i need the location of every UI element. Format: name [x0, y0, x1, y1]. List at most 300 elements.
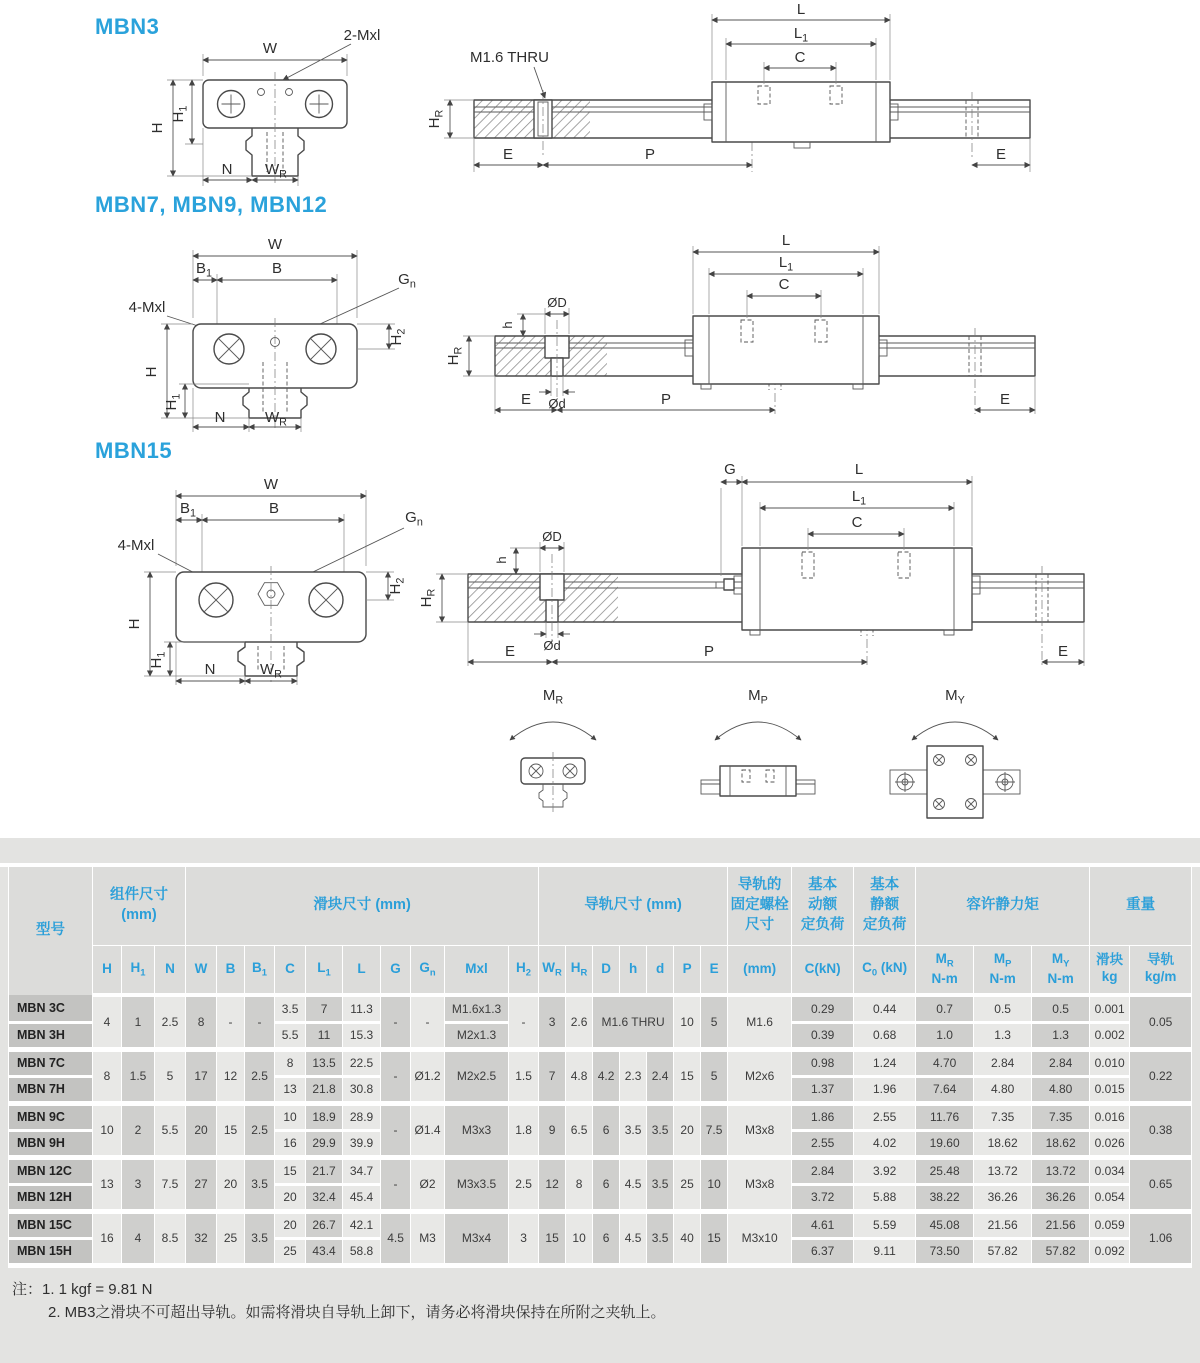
cell-H1: 1	[122, 995, 155, 1049]
cell-MR: 4.70	[916, 1049, 974, 1076]
cell-WR: 3	[539, 995, 566, 1049]
mbn3-side-view-drawing	[412, 2, 1060, 182]
cell-MY: 36.26	[1032, 1184, 1090, 1211]
cell-C: 5.5	[275, 1022, 306, 1049]
cell-h: 4.5	[620, 1157, 647, 1211]
dim-label-od2: Ød	[543, 638, 561, 653]
cell-L: 30.8	[343, 1076, 381, 1103]
dim-label-od: ØD	[547, 295, 567, 310]
cell-MR: 0.7	[916, 995, 974, 1022]
moment-direction-diagrams	[458, 680, 1043, 832]
dim-label-b1: $B_1$	[179, 500, 197, 520]
cell-L: 15.3	[343, 1022, 381, 1049]
model-cell: MBN 9H	[9, 1130, 93, 1157]
column-subheader-H1: $H_1$	[122, 945, 155, 995]
cell-kg: 0.034	[1090, 1157, 1130, 1184]
cell-MP: 13.72	[974, 1157, 1032, 1184]
table-row	[9, 1157, 1192, 1184]
cell-W: 17	[186, 1049, 217, 1103]
cell-HR: 8	[566, 1157, 593, 1211]
cell-rail: 0.38	[1130, 1103, 1192, 1157]
column-subheader-G: G	[381, 945, 411, 995]
column-subheader-Mxl: Mxl	[445, 945, 509, 995]
cell-d: 3.5	[647, 1157, 674, 1211]
cell-H1: 3	[122, 1157, 155, 1211]
dim-label-l: L	[781, 232, 791, 249]
cell-L: 22.5	[343, 1049, 381, 1076]
cell-bolt: M3x8	[728, 1103, 792, 1157]
dim-label-n: N	[204, 661, 216, 678]
cell-B: 12	[217, 1049, 245, 1103]
cell-Ck: 4.61	[792, 1211, 854, 1238]
column-subheader-Gn: $G_n$	[411, 945, 445, 995]
dim-label-wr: $W_R$	[265, 409, 287, 429]
cell-bolt: M1.6	[728, 995, 792, 1049]
cell-C: 15	[275, 1157, 306, 1184]
column-group-header-3: 导轨的 固定螺栓 尺寸	[728, 867, 792, 945]
dim-label-od2: Ød	[548, 396, 566, 411]
cell-G: -	[381, 1049, 411, 1103]
dim-label-wr: $W_R$	[265, 161, 287, 181]
column-subheader-L1: $L_1$	[306, 945, 343, 995]
cell-E: 5	[701, 1049, 728, 1103]
cell-B: 15	[217, 1103, 245, 1157]
label-moment-my: $M_Y$	[945, 687, 965, 707]
cell-H: 13	[93, 1157, 122, 1211]
column-subheader-B1: $B_1$	[245, 945, 275, 995]
spec-table-section	[0, 838, 1200, 1363]
dim-label-w: W	[267, 236, 283, 253]
column-subheader-kg: 滑块 kg	[1090, 945, 1130, 995]
cell-P: 25	[674, 1157, 701, 1211]
column-subheader-H2: $H_2$	[509, 945, 539, 995]
cell-rail: 0.05	[1130, 995, 1192, 1049]
cell-WR: 9	[539, 1103, 566, 1157]
cell-MR: 11.76	[916, 1103, 974, 1130]
cell-Mxl: M1.6x1.3	[445, 995, 509, 1022]
mbn3-cross-section-drawing	[115, 24, 415, 194]
model-cell: MBN 15H	[9, 1238, 93, 1265]
column-subheader-D: D	[593, 945, 620, 995]
cell-h: 4.5	[620, 1211, 647, 1265]
cell-C: 20	[275, 1211, 306, 1238]
cell-H2: 1.5	[509, 1049, 539, 1103]
dim-label-p: P	[703, 643, 715, 660]
cell-H1: 1.5	[122, 1049, 155, 1103]
cell-H: 10	[93, 1103, 122, 1157]
cell-L: 28.9	[343, 1103, 381, 1130]
model-cell: MBN 9C	[9, 1103, 93, 1130]
cell-Ck: 6.37	[792, 1238, 854, 1265]
dim-label-b1: $B_1$	[195, 260, 213, 280]
cell-MP: 7.35	[974, 1103, 1032, 1130]
cell-Ck: 2.84	[792, 1157, 854, 1184]
dim-label-b: B	[268, 500, 280, 517]
cell-d: 3.5	[647, 1103, 674, 1157]
table-top-band	[0, 838, 1200, 867]
dim-label-h-small: h	[494, 556, 509, 564]
cell-W: 20	[186, 1103, 217, 1157]
model-cell: MBN 7C	[9, 1049, 93, 1076]
section-title-mbn15: MBN15	[95, 438, 173, 463]
dim-label-l: L	[796, 2, 806, 18]
cell-MY: 0.5	[1032, 995, 1090, 1022]
column-header-model: 型号	[9, 867, 93, 995]
dim-label-g: G	[724, 461, 736, 478]
dim-label-e-right: E	[999, 391, 1011, 408]
cell-N: 5.5	[155, 1103, 186, 1157]
callout-2mxl: 2-Mxl	[343, 27, 381, 44]
cell-Mxl: M2x2.5	[445, 1049, 509, 1103]
cell-L: 42.1	[343, 1211, 381, 1238]
footnote-1: 注：1. 1 kgf = 9.81 N	[12, 1280, 153, 1298]
cell-C: 8	[275, 1049, 306, 1076]
cell-N: 5	[155, 1049, 186, 1103]
cell-B1: 3.5	[245, 1211, 275, 1265]
cell-L1: 7	[306, 995, 343, 1022]
cell-MP: 21.56	[974, 1211, 1032, 1238]
cell-MP: 36.26	[974, 1184, 1032, 1211]
cell-H1: 2	[122, 1103, 155, 1157]
table-row	[9, 1049, 1192, 1076]
column-subheader-MP: $M_P$ N-m	[974, 945, 1032, 995]
column-group-header-4: 基本 动额 定负荷	[792, 867, 854, 945]
cell-L: 39.9	[343, 1130, 381, 1157]
cell-MP: 4.80	[974, 1076, 1032, 1103]
cell-Ck: 1.37	[792, 1076, 854, 1103]
cell-MP: 1.3	[974, 1022, 1032, 1049]
cell-C: 10	[275, 1103, 306, 1130]
cell-P: 15	[674, 1049, 701, 1103]
cell-HR: 6.5	[566, 1103, 593, 1157]
cell-Gn: M3	[411, 1211, 445, 1265]
cell-kg: 0.054	[1090, 1184, 1130, 1211]
model-cell: MBN 12H	[9, 1184, 93, 1211]
callout-m16-thru: M1.6 THRU	[470, 49, 549, 66]
cell-C: 25	[275, 1238, 306, 1265]
cell-C: 20	[275, 1184, 306, 1211]
section-title-mbn3: MBN3	[95, 14, 160, 39]
dim-label-n: N	[221, 161, 233, 178]
cell-L1: 21.7	[306, 1157, 343, 1184]
cell-bolt: M3x8	[728, 1157, 792, 1211]
column-group-header-6: 容许静力矩	[916, 867, 1090, 945]
dim-label-l: L	[854, 461, 864, 478]
cell-C: 16	[275, 1130, 306, 1157]
cell-L1: 26.7	[306, 1211, 343, 1238]
dim-label-h1: $H_1$	[163, 393, 183, 411]
dim-label-p: P	[660, 391, 672, 408]
dimension-spec-table	[8, 867, 1192, 1268]
cell-Ck: 0.98	[792, 1049, 854, 1076]
cell-L1: 32.4	[306, 1184, 343, 1211]
column-subheader-bolt: (mm)	[728, 945, 792, 995]
cell-H: 4	[93, 995, 122, 1049]
cell-Gn: Ø1.2	[411, 1049, 445, 1103]
cell-C0: 0.44	[854, 995, 916, 1022]
cell-C: 13	[275, 1076, 306, 1103]
cell-D: 6	[593, 1103, 620, 1157]
mbn15-side-view-drawing	[412, 446, 1107, 672]
cell-Ck: 0.39	[792, 1022, 854, 1049]
dim-label-h: H	[149, 122, 166, 134]
cell-MR: 19.60	[916, 1130, 974, 1157]
cell-L: 58.8	[343, 1238, 381, 1265]
column-subheader-rail: 导轨 kg/m	[1130, 945, 1192, 995]
cell-H: 16	[93, 1211, 122, 1265]
dim-label-l1: $L_1$	[793, 25, 809, 45]
cell-HR: 4.8	[566, 1049, 593, 1103]
cell-C0: 1.96	[854, 1076, 916, 1103]
cell-bolt: M3x10	[728, 1211, 792, 1265]
cell-bolt: M2x6	[728, 1049, 792, 1103]
cell-kg: 0.015	[1090, 1076, 1130, 1103]
cell-L1: 11	[306, 1022, 343, 1049]
cell-Gn: Ø1.4	[411, 1103, 445, 1157]
cell-D: 6	[593, 1211, 620, 1265]
dim-label-hr: $H_R$	[426, 109, 446, 129]
cell-MR: 7.64	[916, 1076, 974, 1103]
section-title-mbn7912: MBN7, MBN9, MBN12	[95, 192, 328, 217]
table-row	[9, 995, 1192, 1022]
cell-kg: 0.092	[1090, 1238, 1130, 1265]
cell-N: 2.5	[155, 995, 186, 1049]
cell-P: 10	[674, 995, 701, 1049]
cell-D: 4.2	[593, 1049, 620, 1103]
cell-B: 25	[217, 1211, 245, 1265]
cell-H2: 2.5	[509, 1157, 539, 1211]
cell-Mxl: M3x4	[445, 1211, 509, 1265]
column-subheader-L: L	[343, 945, 381, 995]
cell-Ck: 2.55	[792, 1130, 854, 1157]
column-group-header-2: 导轨尺寸 (mm)	[539, 867, 728, 945]
cell-N: 7.5	[155, 1157, 186, 1211]
cell-MP: 57.82	[974, 1238, 1032, 1265]
cell-B1: 2.5	[245, 1103, 275, 1157]
cell-C0: 0.68	[854, 1022, 916, 1049]
cell-MR: 45.08	[916, 1211, 974, 1238]
cell-G: 4.5	[381, 1211, 411, 1265]
cell-WR: 15	[539, 1211, 566, 1265]
cell-MY: 57.82	[1032, 1238, 1090, 1265]
cell-kg: 0.059	[1090, 1211, 1130, 1238]
cell-H: 8	[93, 1049, 122, 1103]
cell-MY: 7.35	[1032, 1103, 1090, 1130]
cell-rail: 1.06	[1130, 1211, 1192, 1265]
cell-G: -	[381, 1103, 411, 1157]
dim-label-wr: $W_R$	[260, 661, 282, 681]
dim-label-hr: $H_R$	[445, 346, 465, 366]
cell-h: 2.3	[620, 1049, 647, 1103]
column-subheader-C0: $C_0$ (kN)	[854, 945, 916, 995]
cell-L1: 29.9	[306, 1130, 343, 1157]
label-moment-mr: $M_R$	[542, 687, 564, 707]
dim-label-b: B	[271, 260, 283, 277]
cell-L: 34.7	[343, 1157, 381, 1184]
dim-label-h: H	[126, 618, 143, 630]
cell-kg: 0.016	[1090, 1103, 1130, 1130]
cell-MR: 38.22	[916, 1184, 974, 1211]
cell-C: 3.5	[275, 995, 306, 1022]
dim-label-n: N	[214, 409, 226, 426]
column-subheader-H: H	[93, 945, 122, 995]
cell-MP: 0.5	[974, 995, 1032, 1022]
cell-MY: 2.84	[1032, 1049, 1090, 1076]
cell-B: 20	[217, 1157, 245, 1211]
cell-B1: 3.5	[245, 1157, 275, 1211]
cell-MY: 18.62	[1032, 1130, 1090, 1157]
cell-B1: -	[245, 995, 275, 1049]
column-subheader-E: E	[701, 945, 728, 995]
model-cell: MBN 15C	[9, 1211, 93, 1238]
cell-WR: 7	[539, 1049, 566, 1103]
cell-W: 27	[186, 1157, 217, 1211]
cell-kg: 0.026	[1090, 1130, 1130, 1157]
cell-C0: 9.11	[854, 1238, 916, 1265]
cell-Gn: -	[411, 995, 445, 1049]
cell-WR: 12	[539, 1157, 566, 1211]
column-subheader-C: C	[275, 945, 306, 995]
cell-kg: 0.010	[1090, 1049, 1130, 1076]
cell-P: 40	[674, 1211, 701, 1265]
cell-H2: 1.8	[509, 1103, 539, 1157]
cell-L1: 21.8	[306, 1076, 343, 1103]
cell-C0: 1.24	[854, 1049, 916, 1076]
cell-D: M1.6 THRU	[593, 995, 674, 1049]
dim-label-e-right: E	[995, 146, 1007, 163]
dim-label-e-left: E	[502, 146, 514, 163]
model-cell: MBN 3H	[9, 1022, 93, 1049]
cell-C0: 4.02	[854, 1130, 916, 1157]
model-cell: MBN 3C	[9, 995, 93, 1022]
dim-label-e-left: E	[504, 643, 516, 660]
footnotes	[12, 1278, 1190, 1325]
dim-label-c: C	[778, 276, 790, 293]
column-subheader-B: B	[217, 945, 245, 995]
column-subheader-W: W	[186, 945, 217, 995]
cell-P: 20	[674, 1103, 701, 1157]
dim-label-h: H	[143, 366, 160, 378]
dim-label-e-right: E	[1057, 643, 1069, 660]
cell-L1: 13.5	[306, 1049, 343, 1076]
cell-E: 15	[701, 1211, 728, 1265]
cell-E: 10	[701, 1157, 728, 1211]
dim-label-h1: $H_1$	[170, 105, 190, 123]
cell-Ck: 1.86	[792, 1103, 854, 1130]
table-row	[9, 1103, 1192, 1130]
cell-kg: 0.001	[1090, 995, 1130, 1022]
dim-label-l1: $L_1$	[851, 488, 867, 508]
cell-h: 3.5	[620, 1103, 647, 1157]
cell-E: 5	[701, 995, 728, 1049]
cell-MY: 1.3	[1032, 1022, 1090, 1049]
cell-H2: -	[509, 995, 539, 1049]
cell-MP: 2.84	[974, 1049, 1032, 1076]
cell-HR: 10	[566, 1211, 593, 1265]
cell-rail: 0.22	[1130, 1049, 1192, 1103]
dim-label-w: W	[262, 40, 278, 57]
cell-Mxl: M3x3	[445, 1103, 509, 1157]
cell-W: 32	[186, 1211, 217, 1265]
mbn15-cross-section-drawing	[98, 462, 443, 686]
cell-N: 8.5	[155, 1211, 186, 1265]
cell-W: 8	[186, 995, 217, 1049]
table-row	[9, 1211, 1192, 1238]
cell-B1: 2.5	[245, 1049, 275, 1103]
dim-label-hr: $H_R$	[418, 588, 438, 608]
cell-Mxl: M3x3.5	[445, 1157, 509, 1211]
dim-label-h-small: h	[500, 321, 515, 329]
cell-MR: 25.48	[916, 1157, 974, 1184]
dim-label-w: W	[263, 476, 279, 493]
dim-label-c: C	[794, 49, 806, 66]
model-cell: MBN 12C	[9, 1157, 93, 1184]
cell-MP: 18.62	[974, 1130, 1032, 1157]
cell-H1: 4	[122, 1211, 155, 1265]
column-subheader-WR: $W_R$	[539, 945, 566, 995]
dim-label-c: C	[851, 514, 863, 531]
cell-C0: 2.55	[854, 1103, 916, 1130]
column-subheader-h: h	[620, 945, 647, 995]
callout-gn: $G_n$	[405, 509, 423, 529]
cell-MY: 21.56	[1032, 1211, 1090, 1238]
column-subheader-MR: $M_R$ N-m	[916, 945, 974, 995]
column-subheader-HR: $H_R$	[566, 945, 593, 995]
cell-d: 2.4	[647, 1049, 674, 1103]
cell-G: -	[381, 1157, 411, 1211]
cell-L1: 18.9	[306, 1103, 343, 1130]
cell-MY: 4.80	[1032, 1076, 1090, 1103]
column-subheader-P: P	[674, 945, 701, 995]
cell-C0: 5.59	[854, 1211, 916, 1238]
column-subheader-d: d	[647, 945, 674, 995]
cell-C0: 5.88	[854, 1184, 916, 1211]
callout-gn: $G_n$	[398, 271, 416, 291]
cell-D: 6	[593, 1157, 620, 1211]
cell-E: 7.5	[701, 1103, 728, 1157]
column-group-header-1: 滑块尺寸 (mm)	[186, 867, 539, 945]
footnote-2: 2. MB3之滑块不可超出导轨。如需将滑块自导轨上卸下，请务必将滑块保持在所附之夹轨上。	[48, 1303, 666, 1321]
mbn7912-cross-section-drawing	[105, 222, 435, 434]
cell-H2: 3	[509, 1211, 539, 1265]
cell-L: 11.3	[343, 995, 381, 1022]
cell-Ck: 0.29	[792, 995, 854, 1022]
cell-L1: 43.4	[306, 1238, 343, 1265]
callout-4mxl: 4-Mxl	[117, 537, 155, 554]
cell-d: 3.5	[647, 1211, 674, 1265]
dim-label-h2: $H_2$	[387, 577, 407, 595]
dim-label-h1: $H_1$	[148, 651, 168, 669]
dim-label-e-left: E	[520, 391, 532, 408]
mbn7912-side-view-drawing	[435, 228, 1060, 418]
cell-L: 45.4	[343, 1184, 381, 1211]
column-subheader-N: N	[155, 945, 186, 995]
cell-MR: 73.50	[916, 1238, 974, 1265]
cell-G: -	[381, 995, 411, 1049]
column-group-header-7: 重量	[1090, 867, 1192, 945]
model-cell: MBN 7H	[9, 1076, 93, 1103]
cell-Mxl: M2x1.3	[445, 1022, 509, 1049]
dim-label-od: ØD	[542, 529, 562, 544]
cell-MR: 1.0	[916, 1022, 974, 1049]
column-subheader-MY: $M_Y$ N-m	[1032, 945, 1090, 995]
cell-Ck: 3.72	[792, 1184, 854, 1211]
column-group-header-5: 基本 静额 定负荷	[854, 867, 916, 945]
column-group-header-0: 组件尺寸 (mm)	[93, 867, 186, 945]
cell-B: -	[217, 995, 245, 1049]
label-moment-mp: $M_P$	[748, 687, 768, 707]
cell-kg: 0.002	[1090, 1022, 1130, 1049]
